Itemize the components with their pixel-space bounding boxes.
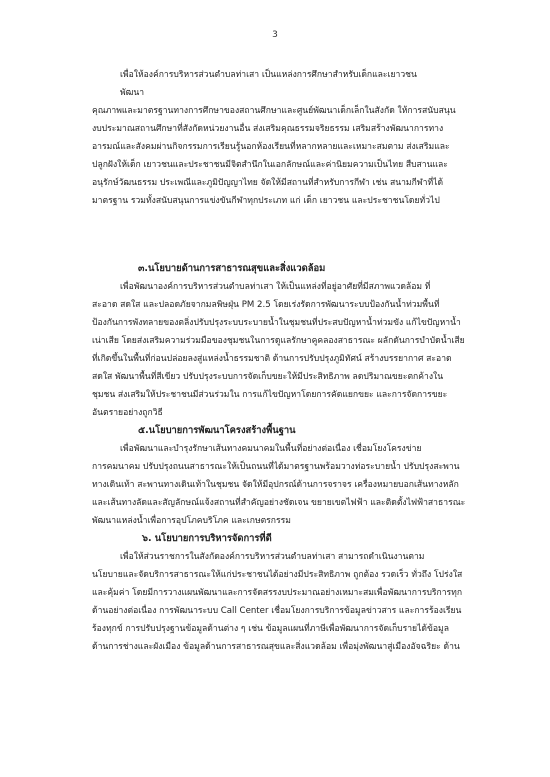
paragraph-line: อนุรักษ์วัฒนธรรม ประเพณีและภูมิปัญญาไทย จัดให้มีสถานที่สำหรับการกีฬา เช่น สนามกีฬาที่ได้ [92,178,444,188]
paragraph-line: เพื่อให้ส่วนราชการในสังกัดองค์การบริหารส่วนตำบลท่าเสา สามารถดำเนินงานตาม [120,552,425,562]
paragraph-line: เพื่อพัฒนาและบำรุงรักษาเส้นทางคมนาคมในพื้นที่อย่างต่อเนื่อง เชื่อมโยงโครงข่าย [120,444,422,454]
paragraph-line: ชุมชน ส่งเสริมให้ประชาชนมีส่วนร่วมใน การแก้ไขปัญหาโดยการคัดแยกขยะ และการจัดการขยะ [92,390,448,400]
paragraph-line: อารมณ์และสังคมผ่านกิจกรรมการเรียนรู้นอกห้องเรียนที่หลากหลายและเหมาะสมตาม ส่งเสริมและ [92,142,450,152]
section-heading: ๕.นโยบายการพัฒนาโครงสร้างพื้นฐาน [138,425,296,436]
paragraph-line: ปลูกฝังให้เด็ก เยาวชนและประชาชนมีจิตสำนึกในเอกลักษณ์และค่านิยมความเป็นไทย สืบสานและ [92,160,448,170]
paragraph-line: มาตรฐาน รวมทั้งสนับสนุนการแข่งขันกีฬาทุกประเภท แก่ เด็ก เยาวชน และประชาชนโดยทั่วไป [92,196,440,206]
section-public-health [92,260,485,422]
paragraph-line: งบประมาณสถานศึกษาที่สังกัดหน่วยงานอื่น ส่งเสริมคุณธรรมจริยธรรม เสริมสร้างพัฒนาการทาง [92,124,444,134]
paragraph-line: พัฒนาแหล่งน้ำเพื่อการอุปโภคบริโภค และเกษตรกรรม [92,516,291,526]
paragraph-line: สดใส พัฒนาพื้นที่สีเขียว ปรับปรุงระบบการจัดเก็บขยะให้มีประสิทธิภาพ ลดปริมาณขยะตกค้างใน [92,372,444,382]
paragraph-line: พัฒนา [120,88,145,98]
paragraph-line: และเส้นทางลัดและสัญลักษณ์แจ้งสถานที่สำคัญอย่างชัดเจน ขยายเขตไฟฟ้า และติดตั้งไฟฟ้าสาธารณะ [92,498,466,508]
section-infrastructure [92,422,485,530]
section-good-governance [92,530,485,656]
section-heading: ๓.นโยบายด้านการสาธารณสุขและสิ่งแวดล้อม [138,263,326,274]
paragraph-line: เน่าเสีย โดยส่งเสริมความร่วมมือของชุมชนในการดูแลรักษาคูคลองสาธารณะ ผลักดันการบำบัดน้ำเสีย [92,336,465,346]
paragraph-line: นโยบายและจัดบริการสาธารณะให้แก่ประชาชนได้อย่างมีประสิทธิภาพ ถูกต้อง รวดเร็ว ทั่วถึง โปร่งใส [92,570,463,580]
paragraph-line: ทางเดินเท้า สะพานทางเดินเท้าในชุมชน จัดให้มีอุปกรณ์ด้านการจราจร เครื่องหมายบอกเส้นทางหลัก [92,480,459,490]
paragraph-line: คุณภาพและมาตรฐานทางการศึกษาของสถานศึกษาและศูนย์พัฒนาเด็กเล็กในสังกัด ให้การสนับสนุน [92,106,456,116]
page-number: 3 [272,30,278,40]
paragraph-line: เพื่อให้องค์การบริหารส่วนตำบลท่าเสา เป็นแหล่งการศึกษาสำหรับเด็กและเยาวชน [120,70,417,80]
paragraph-line: การคมนาคม ปรับปรุงถนนสาธารณะให้เป็นถนนที่ได้มาตรฐานพร้อมวางท่อระบายน้ำ ปรับปรุงสะพาน [92,462,460,472]
paragraph-line: ที่เกิดขึ้นในพื้นที่ก่อนปล่อยลงสู่แหล่งน้ำธรรมชาติ ด้านการปรับปรุงภูมิทัศน์ สร้างบรรยากาศ สะอาด [92,354,452,364]
section-heading: ๖. นโยบายการบริหารจัดการที่ดี [142,533,272,544]
paragraph-line: และคุ้มค่า โดยมีการวางแผนพัฒนาและการจัดสรรงบประมาณอย่างเหมาะสมเพื่อพัฒนาการบริการทุก [92,588,463,598]
paragraph-line: สะอาด สดใส และปลอดภัยจากมลพิษฝุ่น PM 2.5 โดยเร่งรัดการพัฒนาระบบป้องกันน้ำท่วมพื้นที่ [92,300,440,310]
intro-paragraph [92,66,485,210]
paragraph-line: ด้านอย่างต่อเนื่อง การพัฒนาระบบ Call Center เชื่อมโยงการบริการข้อมูลข่าวสาร และการร้องเรียน [92,606,462,616]
paragraph-line: อันตรายอย่างถูกวิธี [92,408,163,418]
paragraph-line: ป้องกันการพังทลายของตลิ่งปรับปรุงระบบระบายน้ำในชุมชนที่ประสบปัญหาน้ำท่วมขัง แก้ไขปัญหาน้ำ [92,318,461,328]
paragraph-line: ด้านการช่างและผังเมือง ข้อมูลด้านการสาธารณสุขและสิ่งแวดล้อม เพื่อมุ่งพัฒนาสู่เมืองอัจฉริยะ ด้าน [92,642,460,652]
paragraph-line: เพื่อพัฒนาองค์การบริหารส่วนตำบลท่าเสา ให้เป็นแหล่งที่อยู่อาศัยที่มีสภาพแวดล้อม ที่ [120,282,431,292]
paragraph-line: ร้องทุกข์ การปรับปรุงฐานข้อมูลด้านต่าง ๆ เช่น ข้อมูลแผนที่ภาษีเพื่อพัฒนาการจัดเก็บรายได้ข้อมูล [92,624,449,634]
